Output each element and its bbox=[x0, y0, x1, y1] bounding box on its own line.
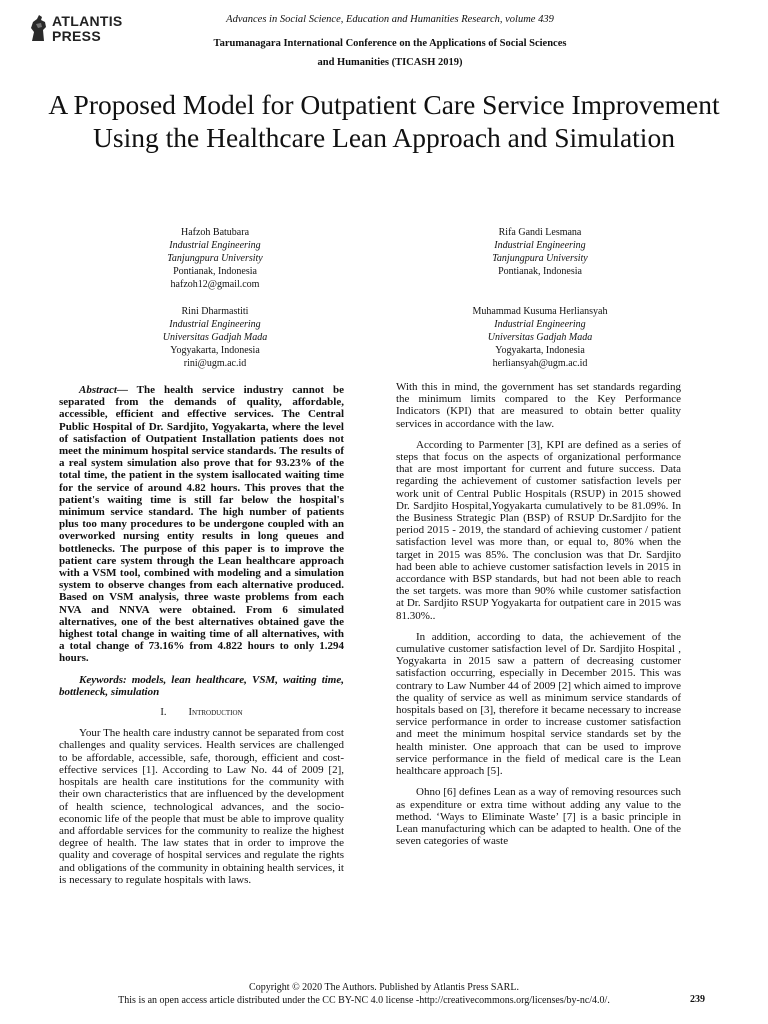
author-univ: Tanjungpura University bbox=[167, 253, 263, 264]
atlantis-logo-icon bbox=[28, 14, 50, 42]
section-number: I. bbox=[160, 707, 167, 719]
publisher-name bbox=[52, 14, 123, 44]
author-name: Hafzoh Batubara bbox=[180, 227, 250, 238]
paper-title: A Proposed Model for Outpatient Care Service Improvement Using the Healthcare Lean Approach and Simulation bbox=[48, 89, 720, 153]
author-name: Rifa Gandi Lesmana bbox=[498, 227, 582, 238]
author-block bbox=[85, 226, 345, 291]
abstract bbox=[59, 384, 344, 665]
author-name: Rini Dharmastiti bbox=[181, 306, 249, 317]
left-column bbox=[59, 384, 344, 895]
author-univ: Universitas Gadjah Mada bbox=[162, 332, 268, 343]
abstract-label: Abstract bbox=[79, 384, 117, 396]
author-dept: Industrial Engineering bbox=[169, 319, 261, 330]
section-title: Introduction bbox=[188, 707, 243, 719]
body-paragraph: In addition, according to data, the achievement of the cumulative customer satisfaction level of Dr. Sardjito Hospital , Yogyakarta in 2015 saw a pattern of decreasing customer satisfaction occurring, especially in December 2015. This was contrary to Law Number 44 of 2009 [2] which aimed to improve the quality of service as well as minimum service standards of hospitals based on [3], therefore it became necessary to increase service performance in order to increase customer satisfaction and meet the minimum hospital service standards set by the health minister. One approach that can be used to improve service performance in the field of medical care is the Lean healthcare approach [5]. bbox=[396, 630, 682, 778]
publisher-name-line1: ATLANTIS bbox=[52, 13, 123, 29]
author-name: Muhammad Kusuma Herliansyah bbox=[472, 306, 608, 317]
author-dept: Industrial Engineering bbox=[169, 240, 261, 251]
conference-header-line1: Tarumanagara International Conference on the Applications of Social Sciences bbox=[213, 38, 567, 49]
keywords: Keywords: models, lean healthcare, VSM, waiting time, bottleneck, simulation bbox=[59, 673, 344, 698]
author-dept: Industrial Engineering bbox=[494, 240, 586, 251]
body-paragraph: According to Parmenter [3], KPI are defined as a series of steps that focus on the aspects of organizational performance that are most important for current and future success. Data regarding the achievement of customer satisfaction levels per work unit of Central Public Hospitals (RSUP) in 2015 showed Dr. Sardjito Hospital,Yogyakarta cumulatively to be 81.09%. In the Business Strategic Plan (BSP) of RSUP Dr.Sardjito for the period 2015 - 2019, the standard of achieving customer / patient satisfaction level was more than, or equal to, 80% when the target in 2015 was 85%. The conclusion was that Dr. Sardjito had been able to achieve customer satisfaction levels in 2015 in accordance with BSP standards, but had not been able to reach the set targets. was more than 90% while customer satisfaction at Dr. Sardjito RSUP Yogyakarta for outpatient care in 2015 was 81.30%.. bbox=[396, 438, 681, 622]
author-email: rini@ugm.ac.id bbox=[183, 358, 247, 369]
author-dept: Industrial Engineering bbox=[494, 319, 586, 330]
publisher-name-line2: PRESS bbox=[52, 28, 101, 44]
author-block bbox=[85, 305, 345, 370]
license-line: This is an open access article distributed under the CC BY-NC 4.0 license -http://creativecommons.org/licenses/by-nc/4.0/. bbox=[118, 995, 610, 1006]
author-location: Yogyakarta, Indonesia bbox=[495, 345, 585, 356]
abstract-dash: — bbox=[116, 384, 128, 396]
body-paragraph: With this in mind, the government has set standards regarding the minimum limits compared to the Key Performance Indicators (KPI) that are measured to obtain better quality services in accordance with the law. bbox=[396, 381, 681, 430]
author-univ: Universitas Gadjah Mada bbox=[487, 332, 593, 343]
intro-paragraph: Your The health care industry cannot be separated from cost challenges and quality services. Health services are challenged to be affordable, accessible, safe, thorough, efficient and cost- effective services [1]. According to Law No. 44 of 2009 [2], hospitals are health care institutions for the community with their own characteristics that are influenced by the development of health science, technological advances, and the socio-economic life of the people that must be able to improve quality and affordable services for the community to realize the highest degree of health. The law states that in order to improve the quality and coverage of hospital services and regulate the rights and obligations of the community in obtaining health services, it is necessary to regulate hospitals with laws. bbox=[59, 727, 344, 886]
author-location: Pontianak, Indonesia bbox=[173, 266, 257, 277]
page-number: 239 bbox=[690, 994, 705, 1005]
copyright-line: Copyright © 2020 The Authors. Published by Atlantis Press SARL. bbox=[249, 982, 519, 993]
author-location: Pontianak, Indonesia bbox=[498, 266, 582, 277]
abstract-text: The health service industry cannot be separated from the demands of quality, affordable, accessible, efficient and effective services. The Central Public Hospital of Dr. Sardjito, Yogyakarta, where the level of satisfaction of Outpatient Installation patients does not meet the minimum hospital service standards. The results of a real system simulation also prove that for 93.23% of the total time, the patient in the system isallocated waiting time for the service of around 4.82 hours. This proves that the patient's waiting time is still far below the hospital's minimum service standard. The high number of patients plus too many procedures to be undergone coupled with an overworked nursing entity results in long queues and bottlenecks. The purpose of this paper is to improve the patient care system through the Lean healthcare approach with a VSM tool, combined with modeling and a simulation system to observe changes from each alternative produced. Based on VSM analysis, three waste problems from each NVA and NNVA were obtained. From 6 simulated alternatives, one of the best alternatives obtained gave the highest total change in waiting time of all alternatives, with a total change of 73.16% from 4.822 hours to only 1.294 hours. bbox=[59, 384, 344, 665]
author-email: hafzoh12@gmail.com bbox=[170, 279, 260, 290]
author-block bbox=[410, 226, 670, 278]
body-paragraph: Ohno [6] defines Lean as a way of removing resources such as expenditure or extra time without adding any value to the method. ‘Ways to Eliminate Waste’ [7] is a basic principle in Lean manufacturing which can be adapted to health. One of the seven categories of waste bbox=[396, 786, 681, 848]
right-column bbox=[396, 381, 681, 856]
author-location: Yogyakarta, Indonesia bbox=[170, 345, 260, 356]
author-block bbox=[410, 305, 670, 370]
section-heading bbox=[59, 707, 344, 719]
author-univ: Tanjungpura University bbox=[492, 253, 588, 264]
conference-header-line2: and Humanities (TICASH 2019) bbox=[317, 57, 463, 68]
series-header: Advances in Social Science, Education and Humanities Research, volume 439 bbox=[226, 14, 554, 25]
publisher-logo bbox=[28, 14, 128, 54]
author-email: herliansyah@ugm.ac.id bbox=[492, 358, 588, 369]
